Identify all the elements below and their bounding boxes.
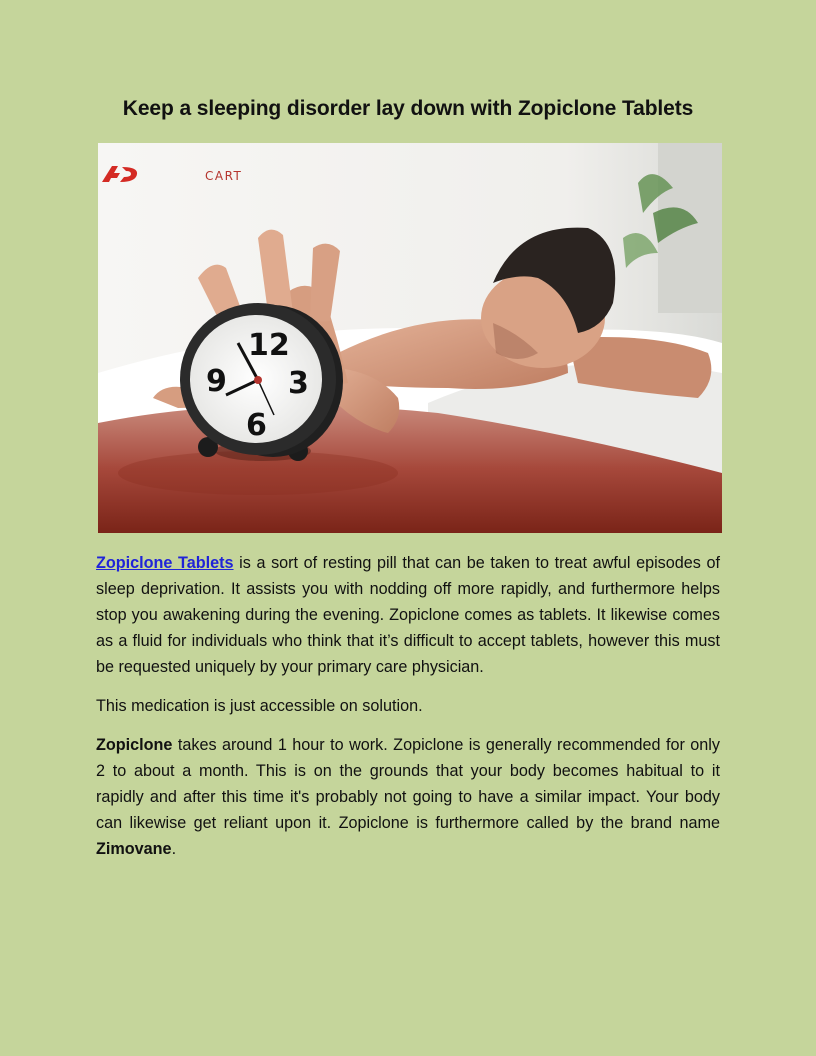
clock-number-12: 12 bbox=[248, 328, 290, 363]
clock-number-9: 9 bbox=[206, 364, 227, 399]
brand-logo-icon bbox=[100, 164, 140, 184]
paragraph-details-text: takes around 1 hour to work. Zopiclone is generally recommended for only 2 to about a month. This is on the grounds that your body becomes habitual to it rapidly and after this time it's probably not going to have a similar impact. Your body can likewise get reliant upon it. Zopiclone is furthermore called by the brand name bbox=[96, 736, 720, 832]
paragraph-solution-text: This medication is just accessible on solution. bbox=[96, 697, 423, 715]
hero-image bbox=[98, 143, 722, 533]
zimovane-bold: Zimovane bbox=[96, 840, 172, 858]
zopiclone-tablets-link[interactable]: Zopiclone Tablets bbox=[96, 554, 234, 572]
zopiclone-bold: Zopiclone bbox=[96, 736, 173, 754]
paragraph-details bbox=[96, 732, 720, 862]
article-body bbox=[96, 550, 720, 875]
paragraph-details-end: . bbox=[171, 840, 177, 858]
clock-number-6: 6 bbox=[246, 408, 267, 443]
paragraph-solution bbox=[96, 693, 720, 719]
brand-text: CART bbox=[205, 169, 243, 183]
page-title: Keep a sleeping disorder lay down with Zopiclone Tablets bbox=[122, 97, 694, 120]
paragraph-intro bbox=[96, 550, 720, 680]
paragraph-intro-text: is a sort of resting pill that can be taken to treat awful episodes of sleep deprivation. It assists you with nodding off more rapidly, and furthermore helps stop you awakening during the evening. Zopiclone comes as tablets. It likewise comes as a fluid for individuals who think that it’s difficult to accept tablets, however this must be requested uniquely by your primary care physician. bbox=[96, 554, 720, 676]
clock-number-3: 3 bbox=[288, 366, 309, 401]
